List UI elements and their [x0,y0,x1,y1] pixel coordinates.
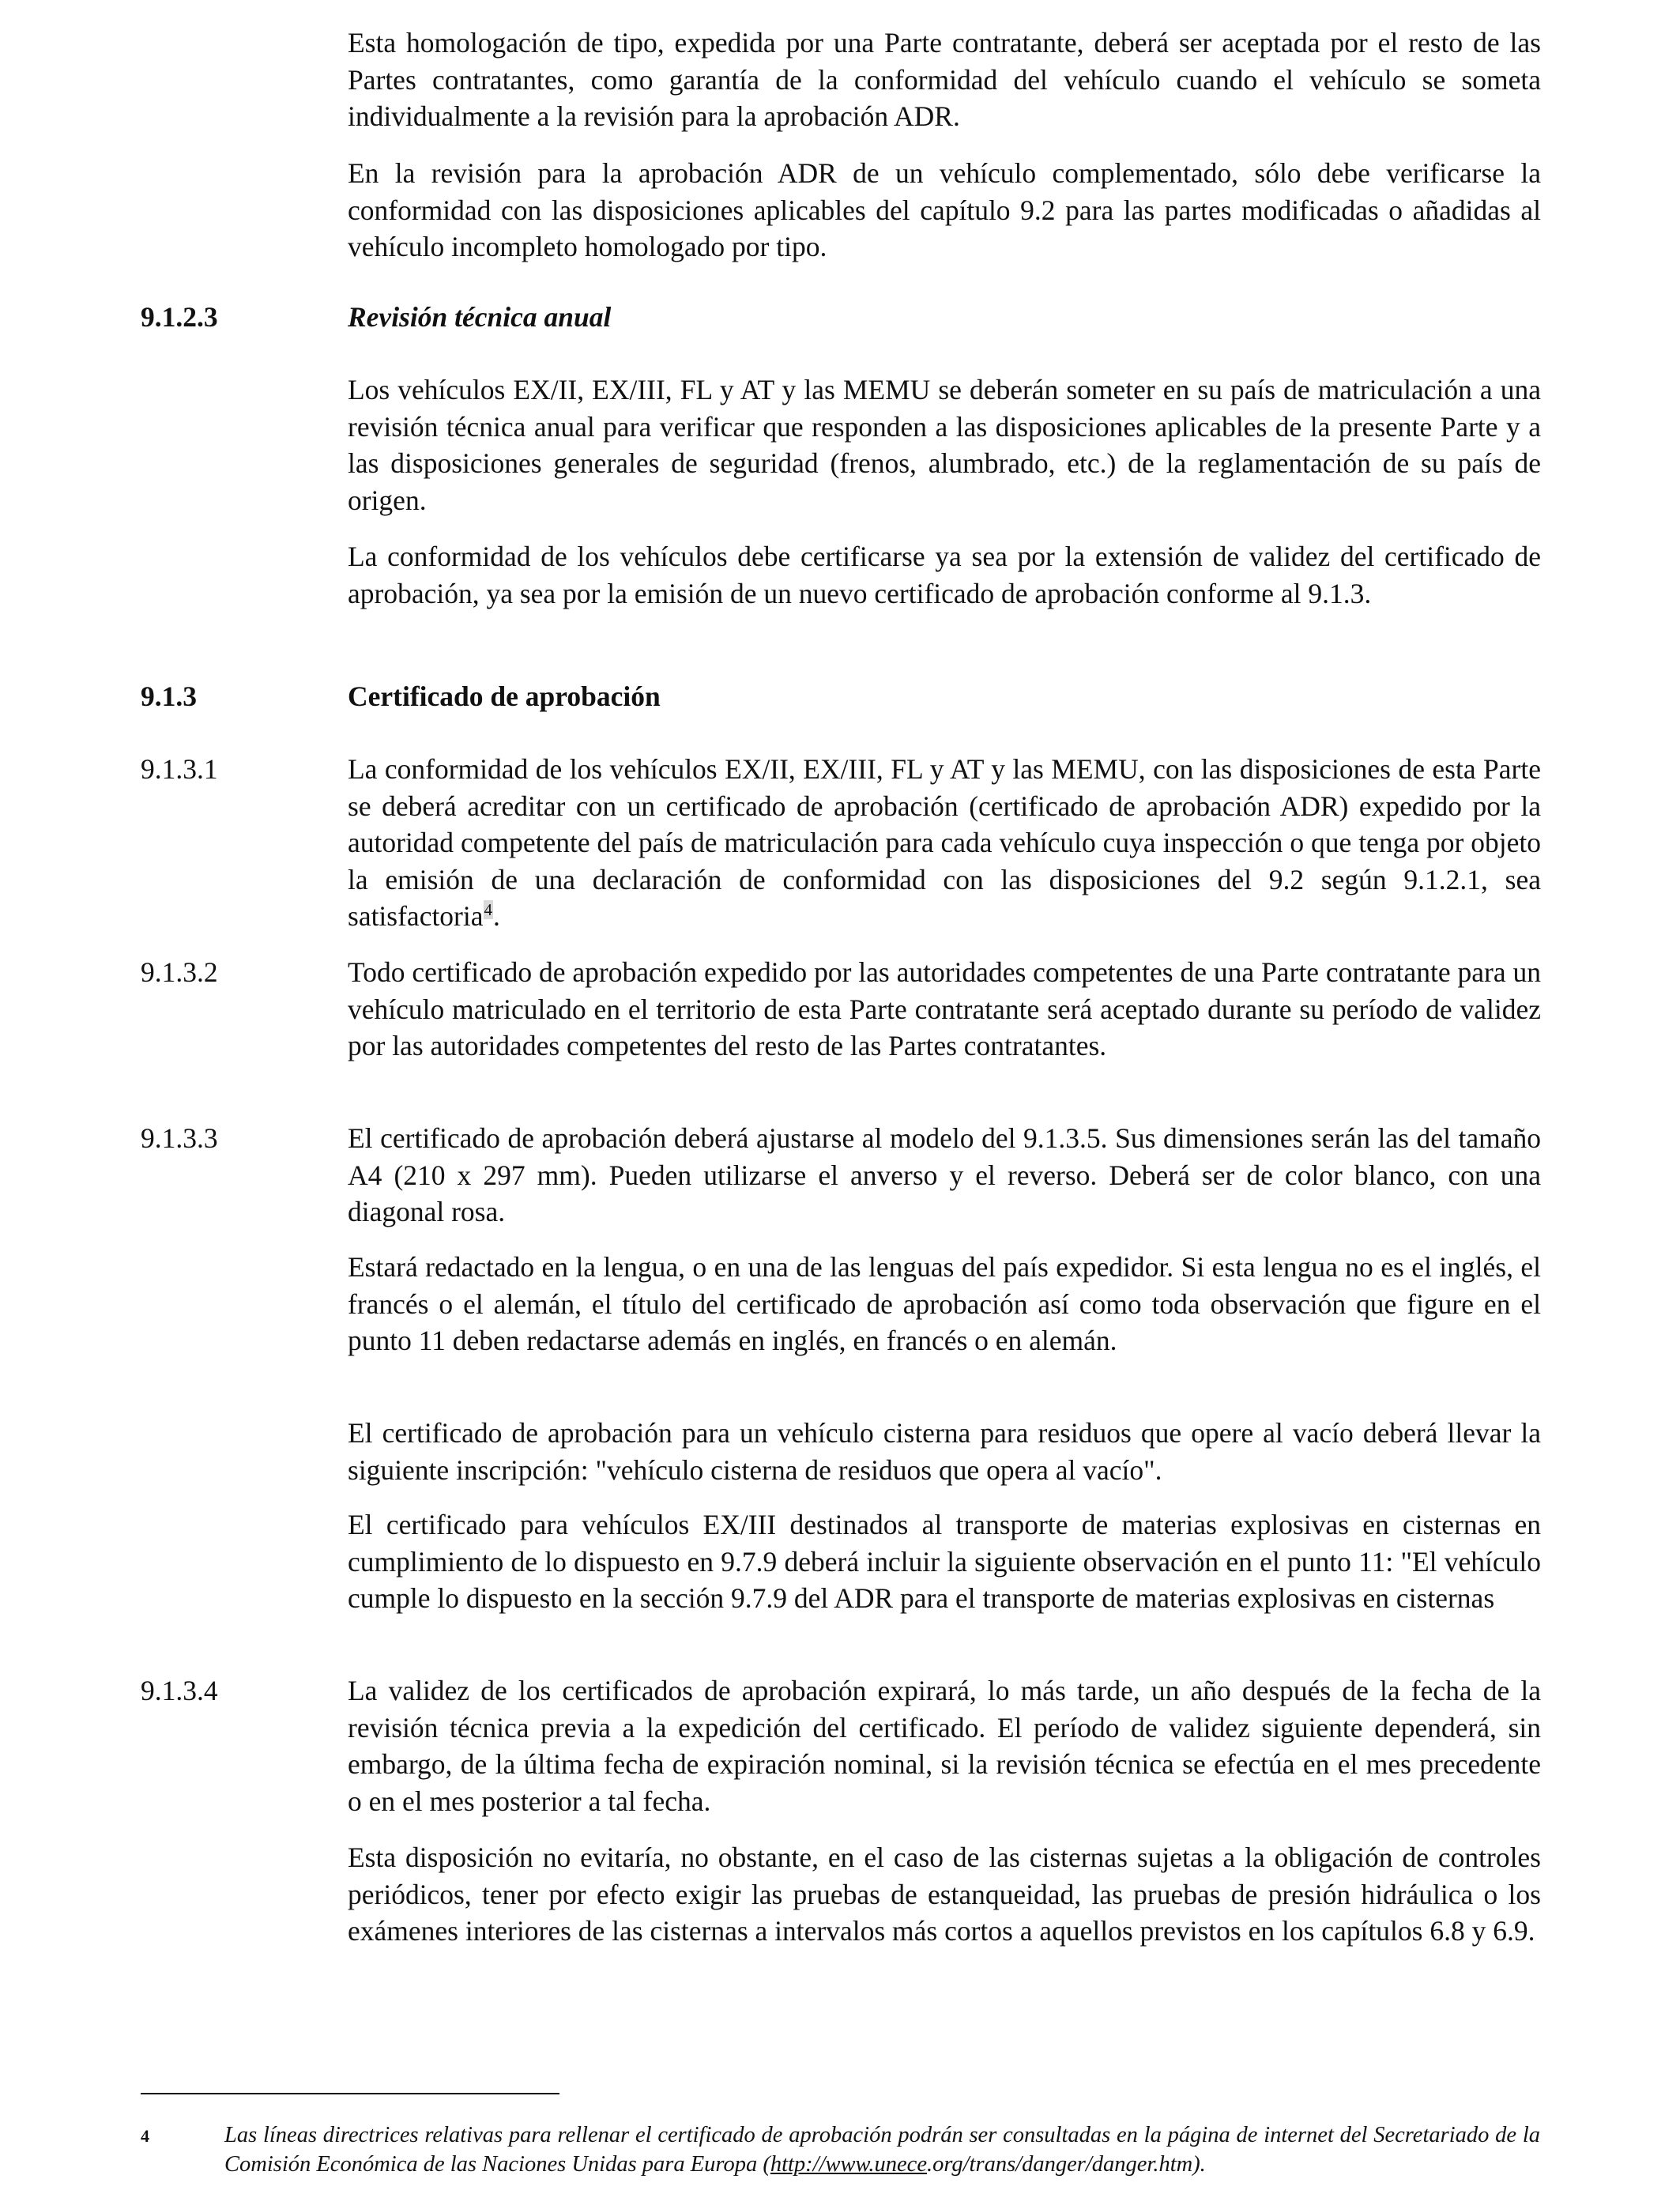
paragraph: El certificado de aprobación para un vehículo cisterna para residuos que opere al vacío deberá llevar la siguiente inscripción: "vehículo cisterna de residuos que opera al vacío". [348,1417,1541,1486]
paragraph: En la revisión para la aprobación ADR de un vehículo complementado, sólo debe verificarse la conformidad con las disposiciones aplicables del capítulo 9.2 para las partes modificadas o añadidas al vehículo incompleto homologado por tipo. [348,157,1541,263]
paragraph: La validez de los certificados de aprobación expirará, lo más tarde, un año después de la fecha de la revisión técnica previa a la expedición del certificado. El período de validez siguiente dependerá, sin embargo, de la última fecha de expiración nominal, si la revisión técnica se efectúa en el mes precedente o en el mes posterior a tal fecha. [348,1675,1541,1817]
footnote-text: Las líneas directrices relativas para rellenar el certificado de aprobación podrán ser consultadas en la página de internet del Secretariado de la Comisión Económica de las Naciones Unidas para Europa (http://www.unece.org/trans/danger/danger.htm). [224,2123,1540,2177]
paragraph: Todo certificado de aprobación expedido por las autoridades competentes de una Parte contratante para un vehículo matriculado en el territorio de esta Parte contratante será aceptado durante su período de validez por las autoridades competentes del resto de las Partes contratantes. [348,956,1541,1062]
paragraph-text: La conformidad de los vehículos EX/II, EX/III, FL y AT y las MEMU, con las disposiciones de esta Parte se deberá acreditar con un certificado de aprobación (certificado de aprobación ADR) expedido por la autoridad competente del país de matriculación para cada vehículo cuya inspección o que tenga por objeto la emisión de una declaración de conformidad con las disposiciones del 9.2 según 9.1.2.1, sea satisfactoria [348,753,1541,933]
footnote-separator [141,2093,559,2094]
section-title: Revisión técnica anual [348,301,612,333]
footnote-reference[interactable]: 4 [484,900,493,920]
paragraph: Estará redactado en la lengua, o en una de las lenguas del país expedidor. Si esta lengua no es el inglés, el francés o el alemán, el título del certificado de aprobación así como toda observación que figure en el punto 11 deben redactarse además en inglés, en francés o en alemán. [348,1251,1541,1357]
paragraph [348,751,1541,935]
paragraph: Esta disposición no evitaría, no obstante, en el caso de las cisternas sujetas a la obligación de controles periódicos, tener por efecto exigir las pruebas de estanqueidad, las pruebas de presión hidráulica o los exámenes interiores de las cisternas a intervalos más cortos a aquellos previstos en los capítulos 6.8 y 6.9. [348,1842,1541,1947]
section-number: 9.1.2.3 [141,301,218,333]
footnote-number: 4 [141,2126,149,2146]
paragraph: El certificado para vehículos EX/III destinados al transporte de materias explosivas en cisternas en cumplimiento de lo dispuesto en 9.7.9 deberá incluir la siguiente observación en el punto 11: "El vehículo cumple lo dispuesto en la sección 9.7.9 del ADR para el transporte de materias explosivas en cisternas [348,1509,1541,1615]
section-title: Certificado de aprobación [348,680,661,712]
section-number: 9.1.3 [141,680,197,712]
subsection-number: 9.1.3.4 [141,1675,218,1706]
subsection-number: 9.1.3.3 [141,1122,218,1154]
paragraph: La conformidad de los vehículos debe certificarse ya sea por la extensión de validez del certificado de aprobación, ya sea por la emisión de un nuevo certificado de aprobación conforme al 9.1.3. [348,541,1541,609]
footnote-link[interactable]: http://www.unece [770,2152,927,2177]
paragraph: Esta homologación de tipo, expedida por una Parte contratante, deberá ser aceptada por el resto de las Partes contratantes, como garantía de la conformidad del vehículo cuando el vehículo se someta individualmente a la revisión para la aprobación ADR. [348,27,1541,133]
subsection-number: 9.1.3.2 [141,956,218,988]
subsection-number: 9.1.3.1 [141,753,218,785]
paragraph-text: . [493,900,500,933]
paragraph: El certificado de aprobación deberá ajustarse al modelo del 9.1.3.5. Sus dimensiones serán las del tamaño A4 (210 x 297 mm). Pueden utilizarse el anverso y el reverso. Deberá ser de color blanco, con una diagonal rosa. [348,1122,1541,1228]
paragraph: Los vehículos EX/II, EX/III, FL y AT y las MEMU se deberán someter en su país de matriculación a una revisión técnica anual para verificar que responden a las disposiciones aplicables de la presente Parte y a las disposiciones generales de seguridad (frenos, alumbrado, etc.) de la reglamentación de su país de origen. [348,374,1541,516]
